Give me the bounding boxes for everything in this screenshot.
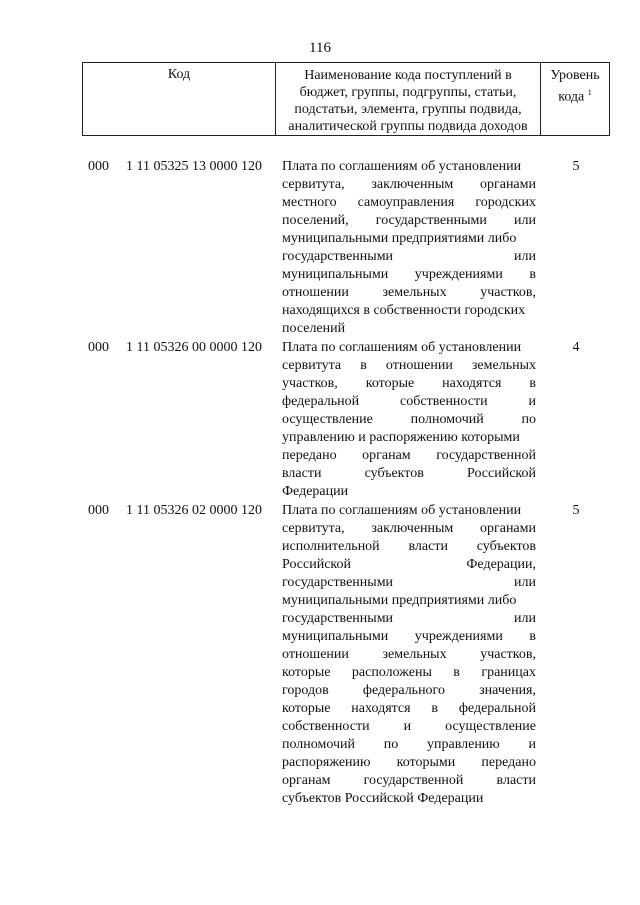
row-name-line — [282, 212, 536, 230]
row-name-word: муниципальными предприятиями либо — [282, 593, 517, 608]
row-name-line — [282, 736, 536, 754]
row-name-word: Российской — [282, 557, 351, 572]
row-name-word: городских — [475, 195, 536, 210]
header-level-word: кода — [558, 89, 585, 105]
row-name-line — [282, 772, 536, 790]
row-level: 5 — [572, 503, 580, 518]
row-name-line — [282, 176, 536, 194]
row-name-line — [282, 556, 536, 574]
row-name-word: отношении — [282, 285, 349, 300]
row-name-line — [282, 357, 536, 375]
row-code: 1 11 05326 00 0000 120 — [126, 340, 262, 355]
row-name-word: органам — [282, 773, 331, 788]
row-name-word: участков, — [282, 376, 338, 391]
row-name-word: управлению и распоряжению которыми — [282, 430, 520, 445]
row-name-word: государственной — [363, 773, 464, 788]
row-name-word: и — [528, 737, 536, 752]
row-name-line — [282, 718, 536, 736]
header-level — [541, 63, 609, 135]
row-name-word: находящихся в собственности городских — [282, 303, 526, 318]
row-name-word: Федерации — [282, 484, 349, 499]
row-name-word: по — [521, 412, 536, 427]
row-name-word: заключенным — [371, 177, 454, 192]
footnote-marker: 1 — [587, 88, 592, 97]
table-row — [0, 339, 640, 501]
row-name-line — [282, 411, 536, 429]
row-name — [282, 339, 536, 501]
row-name-word: в — [529, 376, 536, 391]
row-name-line — [282, 465, 536, 483]
row-name-word: государственными — [282, 575, 394, 590]
row-name-line — [282, 592, 536, 610]
row-name-word: сервитута, — [282, 177, 345, 192]
row-name-word: осуществление — [282, 412, 373, 427]
row-name-line — [282, 664, 536, 682]
row-name-word: органами — [479, 177, 536, 192]
row-name-word: сервитута — [282, 358, 342, 373]
header-name-line: аналитической группы подвида доходов — [288, 119, 528, 134]
row-name-word: поселений — [282, 321, 346, 336]
row-name-line — [282, 230, 536, 248]
row-name-line — [282, 266, 536, 284]
row-name-word: которые — [365, 376, 415, 391]
row-name-line — [282, 375, 536, 393]
row-name-word: собственности — [400, 394, 488, 409]
row-name-word: в — [529, 267, 536, 282]
row-name-word: передано — [481, 755, 536, 770]
row-name-word: которые — [282, 665, 331, 680]
row-name-line — [282, 447, 536, 465]
page-number: 116 — [309, 40, 331, 56]
row-name-word: или — [514, 213, 536, 228]
row-name-line — [282, 194, 536, 212]
header-name-line: Наименование кода поступлений в — [304, 68, 512, 83]
row-name-word: распоряжению — [282, 755, 371, 770]
row-name-word: в — [453, 665, 460, 680]
row-name-word: и — [403, 719, 412, 734]
row-name-word: государственными — [375, 213, 487, 228]
row-name-word: государственной — [436, 448, 536, 463]
row-name-word: земельных — [382, 647, 447, 662]
row-prefix: 000 — [88, 503, 109, 518]
row-name-word: полномочий — [410, 412, 484, 427]
row-name-line — [282, 700, 536, 718]
row-level: 5 — [572, 159, 580, 174]
row-name-word: участков, — [480, 647, 536, 662]
row-name-word: власти — [408, 539, 448, 554]
row-name-word: Плата по соглашениям об установлении — [282, 503, 522, 518]
row-name-word: государственными — [282, 611, 394, 626]
row-name-word: по — [383, 737, 399, 752]
header-level-line: Уровень — [550, 68, 600, 83]
row-code: 1 11 05326 02 0000 120 — [126, 503, 262, 518]
table-row — [0, 158, 640, 338]
row-name-word: земельных — [382, 285, 447, 300]
row-name-word: расположены — [351, 665, 432, 680]
row-name-word: которыми — [396, 755, 456, 770]
row-name-word: власти — [496, 773, 536, 788]
table-header — [82, 62, 610, 136]
row-name-line — [282, 393, 536, 411]
row-name-word: учреждениями — [414, 267, 503, 282]
row-name-word: Плата по соглашениям об установлении — [282, 340, 522, 355]
row-name-line — [282, 483, 536, 501]
row-name-line — [282, 302, 536, 320]
row-name-line — [282, 284, 536, 302]
row-level: 4 — [572, 340, 580, 355]
row-name-line — [282, 790, 536, 808]
row-name-word: полномочий — [282, 737, 356, 752]
row-name-word: находятся — [351, 701, 411, 716]
row-name-word: муниципальными — [282, 629, 389, 644]
row-name-word: Федерации, — [466, 557, 536, 572]
row-name-word: местного — [282, 195, 337, 210]
row-name-line — [282, 628, 536, 646]
header-name-line: бюджет, группы, подгруппы, статьи, — [299, 85, 517, 100]
row-name-word: заключенным — [371, 521, 454, 536]
row-name-word: или — [514, 611, 536, 626]
row-name-word: земельных — [471, 358, 536, 373]
row-name-word: государственными — [282, 249, 394, 264]
row-name-word: и — [528, 394, 536, 409]
row-name-word: муниципальными — [282, 267, 389, 282]
row-name-word: в — [431, 701, 439, 716]
row-name-line — [282, 574, 536, 592]
row-name-word: отношении — [282, 647, 349, 662]
row-name-word: муниципальными предприятиями либо — [282, 231, 517, 246]
row-name-word: федерального — [362, 683, 445, 698]
row-name-line — [282, 320, 536, 338]
row-name-word: участков, — [480, 285, 536, 300]
row-name-line — [282, 502, 536, 520]
header-level-line — [541, 84, 609, 106]
row-name-word: или — [514, 575, 536, 590]
row-name-word: передано — [282, 448, 337, 463]
row-name-word: субъектов Российской Федерации — [282, 791, 484, 806]
row-prefix: 000 — [88, 340, 109, 355]
row-name-word: отношении — [385, 358, 453, 373]
header-code: Код — [83, 63, 276, 135]
row-name-line — [282, 520, 536, 538]
header-name — [276, 63, 541, 135]
row-name-word: которые — [282, 701, 331, 716]
row-name-word: субъектов — [476, 539, 536, 554]
row-name-line — [282, 429, 536, 447]
row-name-word: собственности — [282, 719, 370, 734]
row-name-word: или — [514, 249, 536, 264]
row-name — [282, 502, 536, 808]
row-name-word: значения, — [479, 683, 536, 698]
row-name-word: федеральной — [458, 701, 536, 716]
row-name-word: в — [360, 358, 367, 373]
row-name-word: осуществление — [445, 719, 536, 734]
row-name-word: самоуправления — [357, 195, 455, 210]
row-name-word: федеральной — [282, 394, 360, 409]
row-name-word: сервитута, — [282, 521, 345, 536]
table-row — [0, 502, 640, 808]
row-name-line — [282, 248, 536, 266]
header-name-line: подстатьи, элемента, группы подвида, — [294, 102, 522, 117]
row-name-line — [282, 646, 536, 664]
row-name-word: находятся — [442, 376, 502, 391]
row-prefix: 000 — [88, 159, 109, 174]
row-name-line — [282, 158, 536, 176]
row-name-word: субъектов — [364, 466, 424, 481]
row-name-word: границах — [481, 665, 536, 680]
row-name-word: Плата по соглашениям об установлении — [282, 159, 522, 174]
row-name — [282, 158, 536, 338]
row-name-word: учреждениями — [414, 629, 503, 644]
row-name-line — [282, 610, 536, 628]
row-name-word: органами — [479, 521, 536, 536]
row-name-line — [282, 682, 536, 700]
row-name-word: управлению — [426, 737, 500, 752]
row-name-word: городов — [282, 683, 329, 698]
row-code: 1 11 05325 13 0000 120 — [126, 159, 262, 174]
row-name-word: Российской — [467, 466, 536, 481]
row-name-word: в — [529, 629, 536, 644]
row-name-line — [282, 538, 536, 556]
row-name-word: власти — [282, 466, 322, 481]
row-name-line — [282, 754, 536, 772]
row-name-word: исполнительной — [282, 539, 380, 554]
row-name-line — [282, 339, 536, 357]
row-name-word: поселений, — [282, 213, 349, 228]
row-name-word: органам — [362, 448, 411, 463]
